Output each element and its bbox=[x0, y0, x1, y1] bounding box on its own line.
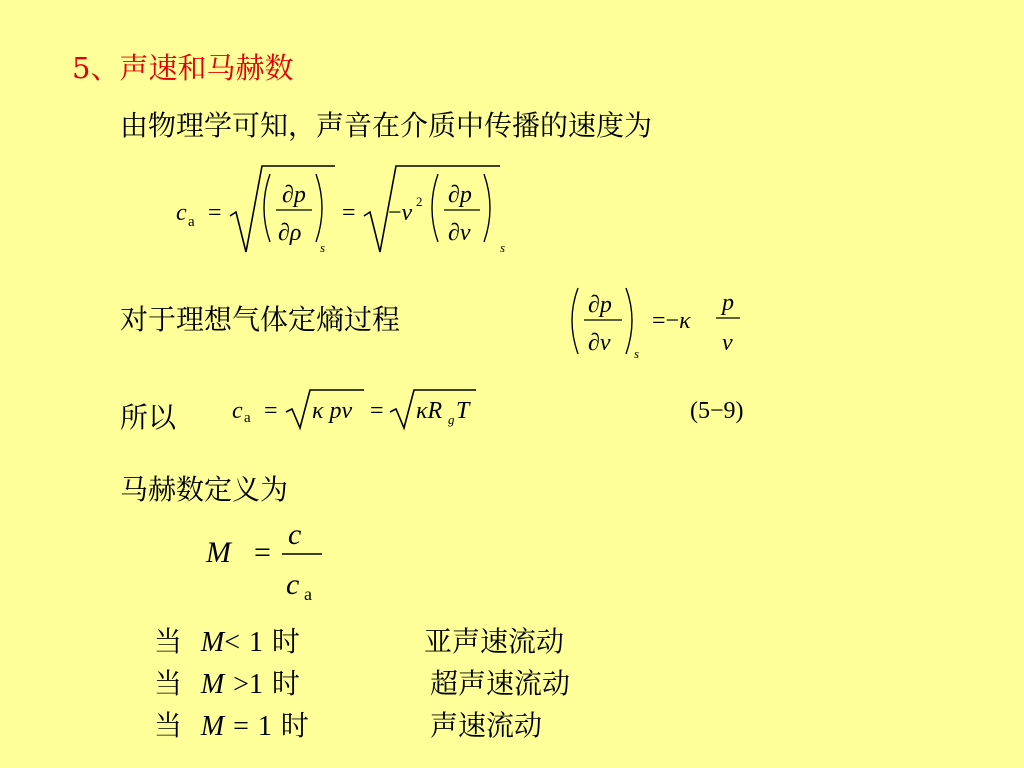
svg-text:=−κ: =−κ bbox=[652, 308, 691, 334]
isentropic-label: 对于理想气体定熵过程 bbox=[120, 303, 401, 336]
svg-text:c: c bbox=[176, 200, 187, 226]
mach-definition-label: 马赫数定义为 bbox=[120, 473, 289, 506]
svg-text:v: v bbox=[722, 330, 733, 356]
svg-text:κ pv: κ pv bbox=[312, 398, 353, 424]
isentropic-formula bbox=[564, 282, 754, 362]
svg-text:s: s bbox=[500, 240, 506, 255]
svg-text:s: s bbox=[634, 346, 640, 361]
condition-symbol: M bbox=[200, 627, 225, 658]
condition-operator: < bbox=[224, 627, 241, 658]
svg-text:a: a bbox=[244, 410, 251, 426]
svg-text:c: c bbox=[232, 398, 243, 424]
intro-text: 由物理学可知，声音在介质中传播的速度为 bbox=[120, 109, 653, 142]
therefore-label: 所以 bbox=[120, 401, 177, 434]
svg-text:s: s bbox=[320, 240, 326, 255]
condition-symbol: M bbox=[200, 711, 225, 742]
svg-text:−v: −v bbox=[388, 200, 413, 226]
condition-symbol: M bbox=[200, 669, 225, 700]
svg-text:M: M bbox=[206, 536, 231, 569]
condition-row bbox=[154, 620, 300, 660]
condition-operator: = bbox=[233, 711, 249, 742]
sound-speed-formula bbox=[170, 160, 530, 260]
equation-number: (5−9) bbox=[690, 398, 744, 424]
svg-text:T: T bbox=[456, 398, 470, 424]
svg-text:=: = bbox=[208, 200, 222, 226]
svg-text:a: a bbox=[188, 214, 195, 230]
condition-value: 1 bbox=[248, 627, 263, 658]
svg-text:∂v: ∂v bbox=[588, 330, 611, 356]
svg-text:κR: κR bbox=[416, 398, 443, 424]
condition-value: 1 bbox=[248, 669, 263, 700]
sound-speed-result-formula bbox=[230, 384, 490, 434]
condition-prefix: 当 bbox=[154, 667, 183, 700]
condition-result: 声速流动 bbox=[430, 709, 543, 742]
condition-operator: > bbox=[233, 669, 249, 700]
condition-result: 亚声速流动 bbox=[424, 625, 565, 658]
condition-prefix: 当 bbox=[154, 625, 183, 658]
condition-suffix: 时 bbox=[280, 709, 309, 742]
svg-text:c: c bbox=[286, 568, 300, 601]
condition-suffix: 时 bbox=[271, 667, 300, 700]
svg-text:=: = bbox=[254, 536, 271, 569]
svg-text:∂ρ: ∂ρ bbox=[278, 220, 302, 246]
svg-text:∂p: ∂p bbox=[282, 182, 306, 208]
slide-heading: 5、声速和马赫数 bbox=[72, 51, 294, 85]
svg-text:∂v: ∂v bbox=[448, 220, 471, 246]
mach-number-formula bbox=[200, 512, 340, 612]
condition-row bbox=[154, 704, 309, 744]
svg-text:g: g bbox=[448, 412, 455, 427]
svg-text:∂p: ∂p bbox=[588, 292, 612, 318]
svg-text:=: = bbox=[342, 200, 356, 226]
condition-row bbox=[154, 662, 300, 702]
svg-text:a: a bbox=[304, 584, 312, 604]
svg-text:p: p bbox=[722, 290, 734, 316]
svg-text:2: 2 bbox=[416, 194, 423, 209]
svg-text:c: c bbox=[288, 518, 302, 551]
svg-text:=: = bbox=[264, 398, 278, 424]
condition-value: 1 bbox=[257, 711, 272, 742]
condition-result: 超声速流动 bbox=[430, 667, 571, 700]
svg-text:=: = bbox=[370, 398, 384, 424]
svg-text:∂p: ∂p bbox=[448, 182, 472, 208]
condition-prefix: 当 bbox=[154, 709, 183, 742]
condition-suffix: 时 bbox=[271, 625, 300, 658]
